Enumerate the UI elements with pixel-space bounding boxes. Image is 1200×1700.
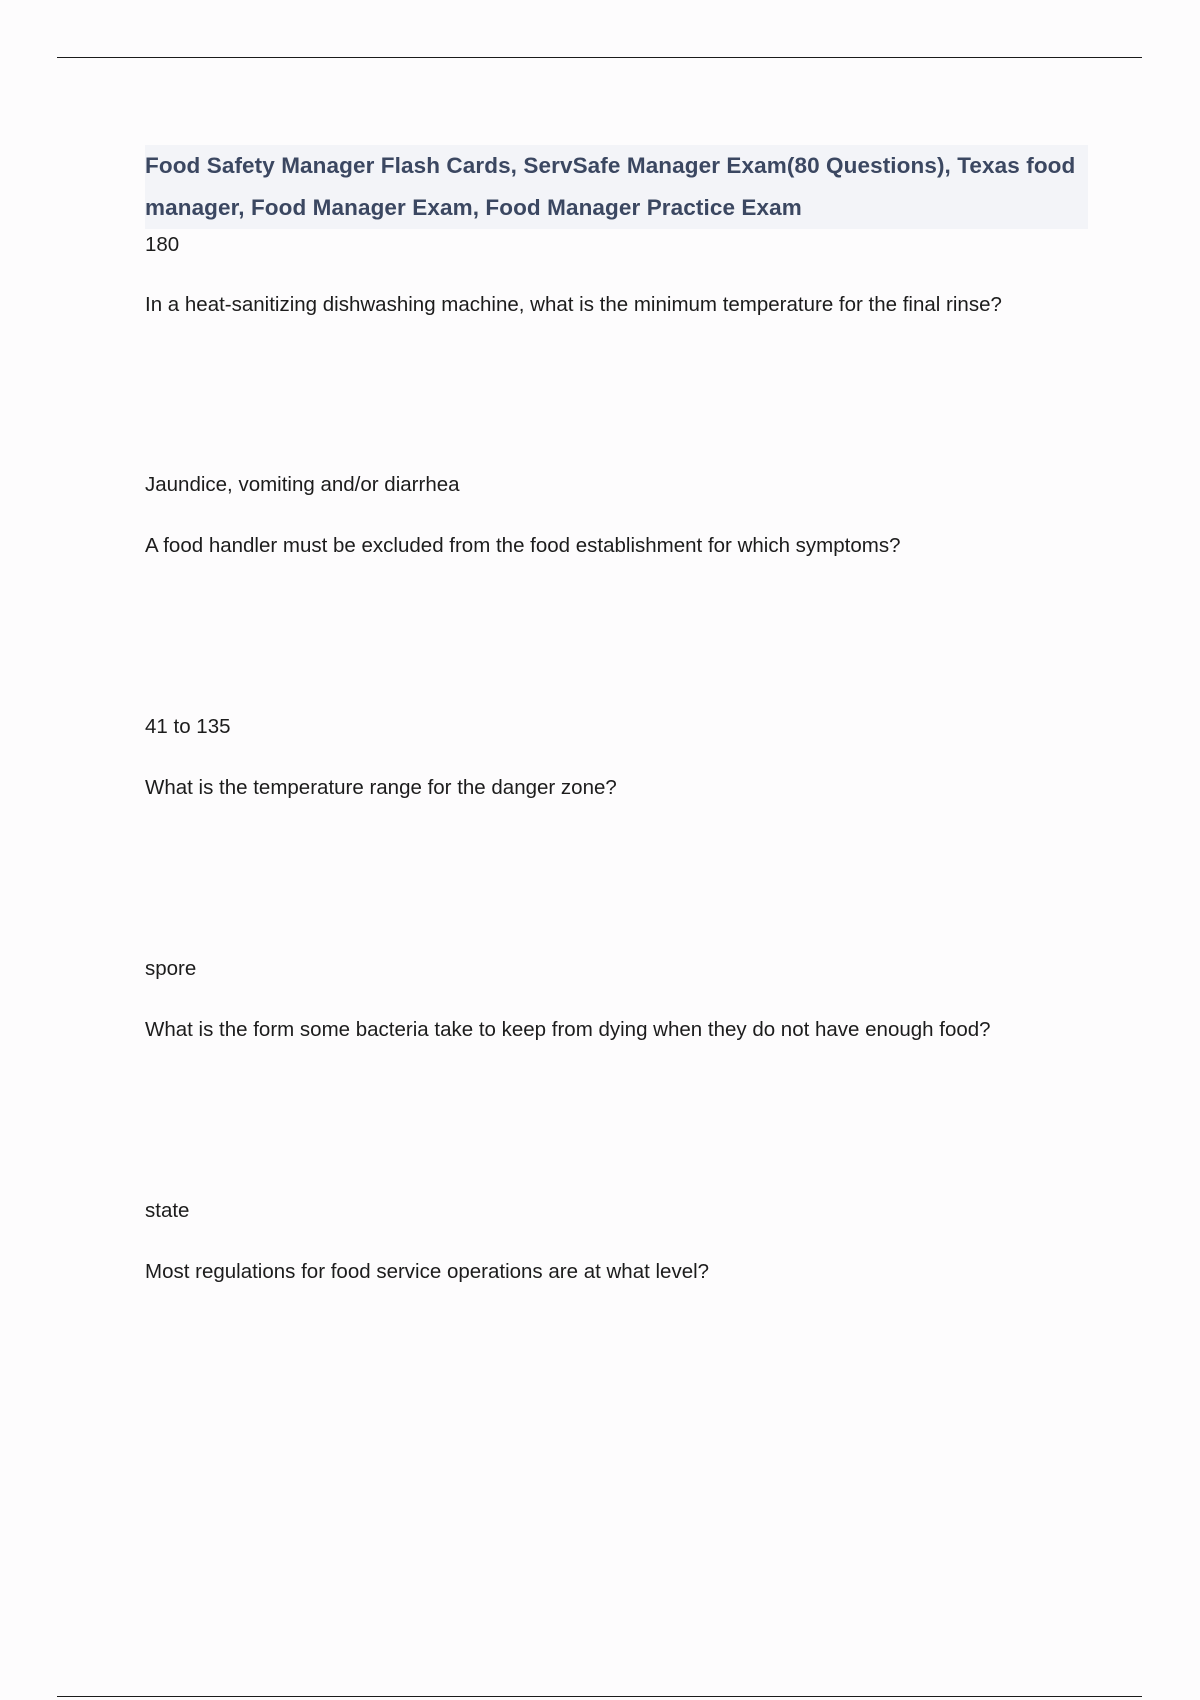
card-answer-1: 180 <box>145 233 180 256</box>
header-divider <box>57 57 1142 58</box>
card-question-3: What is the temperature range for the danger zone? <box>145 776 617 799</box>
card-answer-3: 41 to 135 <box>145 715 231 738</box>
title-block <box>145 145 1088 229</box>
card-question-2: A food handler must be excluded from the food establishment for which symptoms? <box>145 534 901 557</box>
footer-divider <box>57 1696 1142 1697</box>
card-answer-5: state <box>145 1199 190 1222</box>
card-answer-4: spore <box>145 957 197 980</box>
card-question-5: Most regulations for food service operations are at what level? <box>145 1260 710 1283</box>
card-answer-2: Jaundice, vomiting and/or diarrhea <box>145 473 460 496</box>
document-title: Food Safety Manager Flash Cards, ServSafe Manager Exam(80 Questions), Texas food manager, Food Manager Exam, Food Manager Practice Exam <box>145 153 1076 220</box>
card-question-1: In a heat-sanitizing dishwashing machine, what is the minimum temperature for the final rinse? <box>145 293 1002 316</box>
card-question-4: What is the form some bacteria take to keep from dying when they do not have enough food? <box>145 1018 991 1041</box>
